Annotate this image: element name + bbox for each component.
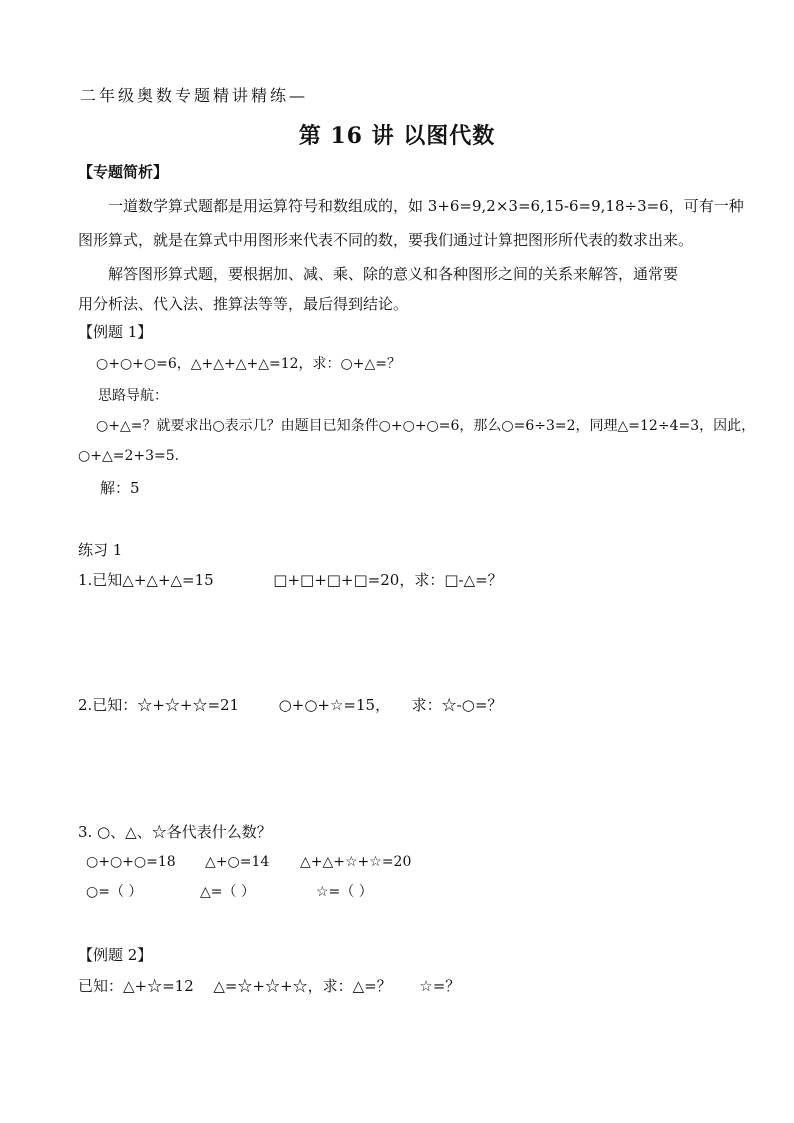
example-2-problem	[78, 976, 460, 996]
example-2-given-1: 已知：△+☆=12	[78, 977, 194, 995]
intro-heading: 【专题简析】	[78, 163, 169, 181]
intro-paragraph-1-line-2: 图形算式，就是在算式中用图形来代表不同的数，要我们通过计算把图形所代表的数求出来。	[78, 231, 694, 249]
question-3-equation-2: △+○=14	[205, 854, 270, 870]
example-1-hint-line-1: ○+△=？就要求出○表示几？由题目已知条件○+○+○=6，那么○=6÷3=2，同理△=12÷4=3，因此，	[96, 418, 756, 434]
question-2-ask: 求：☆-○=？	[411, 696, 503, 714]
series-title: 二年级奥数专题精讲精练—	[80, 86, 309, 105]
example-1-answer: 解：5	[100, 479, 140, 497]
question-3-answer-circle: ○=（ ）	[86, 884, 143, 900]
lesson-title: 第 16 讲 以图代数	[298, 123, 496, 149]
example-2-given-2: △=☆+☆+☆，求：△=？	[213, 977, 392, 995]
question-3-equation-1: ○+○+○=18	[86, 854, 176, 870]
practice-1-question-1	[78, 570, 503, 590]
intro-paragraph-2-line-1: 解答图形算式题，要根据加、减、乘、除的意义和各种图形之间的关系来解答，通常要	[108, 265, 679, 283]
practice-1-question-2	[78, 695, 502, 715]
example-1-heading: 【例题 1】	[78, 323, 153, 341]
example-2-heading: 【例题 2】	[78, 946, 153, 964]
example-1-problem: ○+○+○=6，△+△+△+△=12，求：○+△=？	[96, 356, 401, 372]
question-1-given-1: 1.已知△+△+△=15	[78, 571, 214, 589]
example-1-hint-label: 思路导航：	[98, 388, 168, 404]
question-2-given-2: ○+○+☆=15，	[278, 696, 391, 714]
intro-paragraph-1-line-1: 一道数学算式题都是用运算符号和数组成的，如 3+6=9,2×3=6,15-6=9,18÷3=6，可有一种	[108, 197, 744, 215]
question-3-answer-star: ☆=（ ）	[316, 884, 373, 900]
intro-paragraph-2-line-2: 用分析法、代入法、推算法等等，最后得到结论。	[78, 295, 409, 313]
question-3-equation-3: △+△+☆+☆=20	[300, 854, 412, 870]
practice-1-heading: 练习 1	[78, 541, 123, 559]
question-3-answer-triangle: △=（ ）	[200, 884, 255, 900]
question-2-given-1: 2.已知：☆+☆+☆=21	[78, 696, 240, 714]
example-2-ask: ☆=？	[419, 977, 461, 995]
example-1-hint-line-2: ○+△=2+3=5.	[78, 448, 180, 464]
question-1-given-2: □+□+□+□=20，求：□-△=？	[273, 571, 503, 589]
practice-1-question-3-stem: 3. ○、△、☆各代表什么数？	[78, 823, 272, 841]
